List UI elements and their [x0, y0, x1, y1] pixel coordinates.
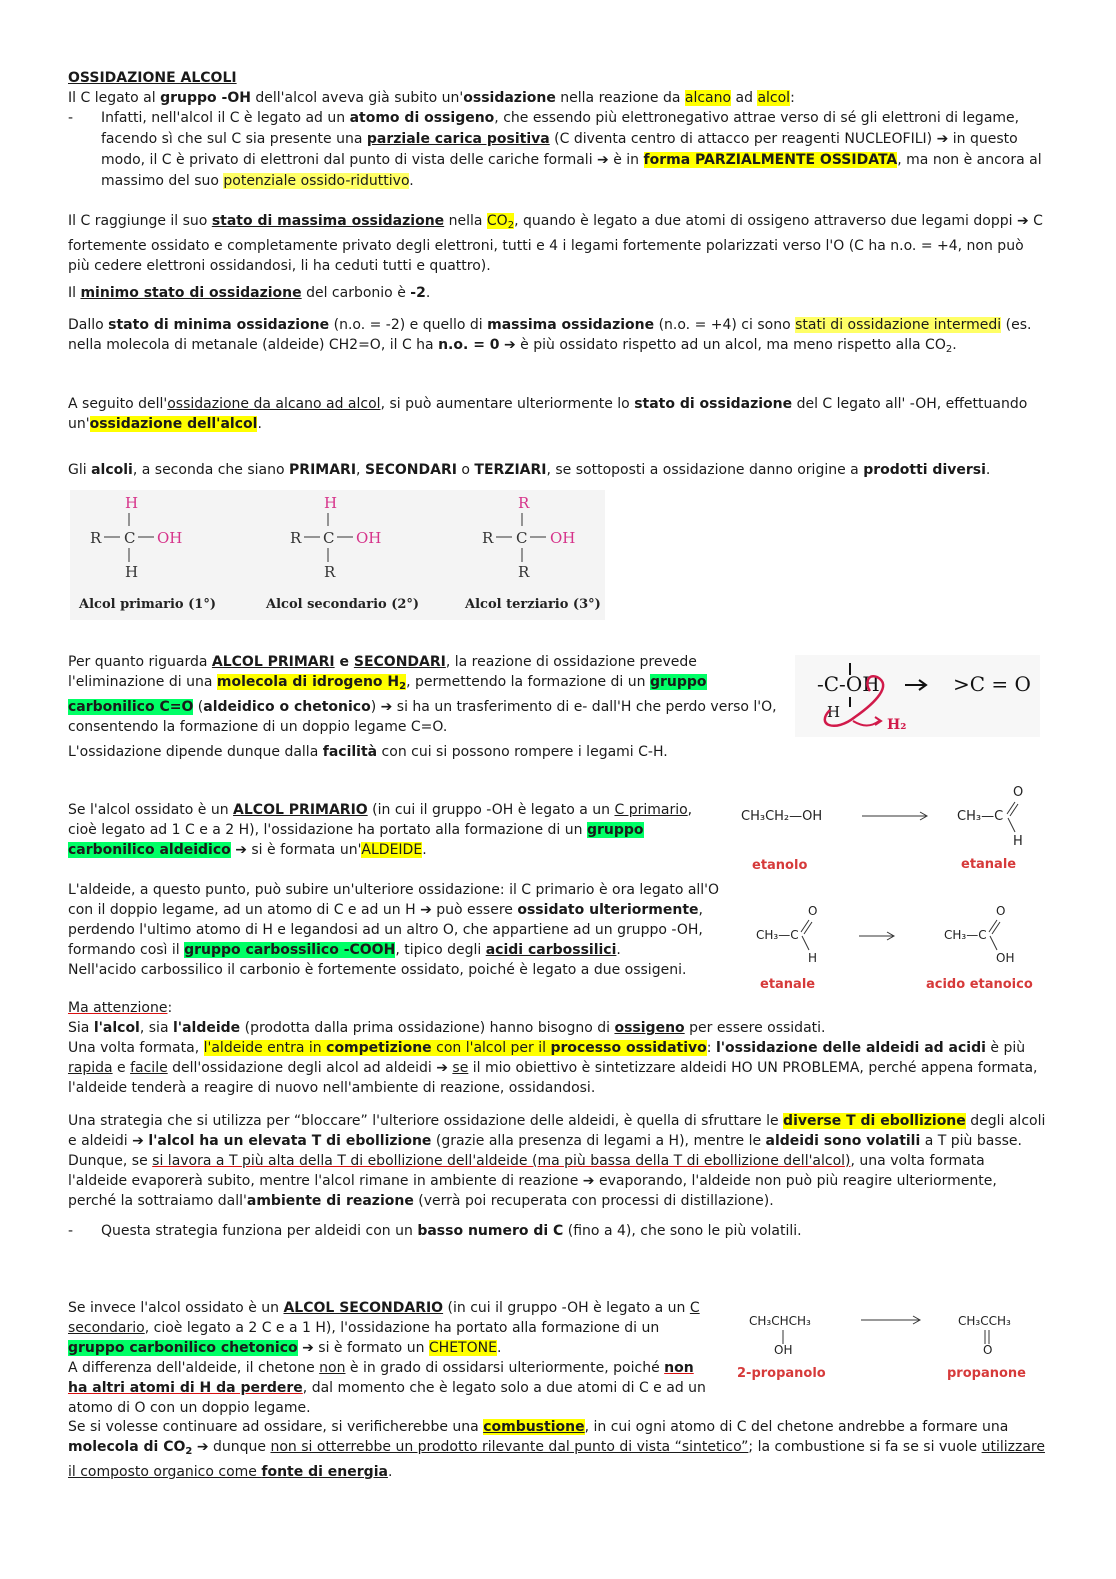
- reaction1-arrow: [860, 810, 930, 822]
- svg-text:H: H: [125, 494, 139, 512]
- etanolo-label: etanolo: [752, 858, 808, 873]
- reaction1-product: CH₃—C: [957, 809, 1004, 824]
- svg-text:R: R: [482, 529, 494, 547]
- reaction3-product: CH₃CCH₃: [958, 1314, 1011, 1328]
- svg-text:OH: OH: [550, 529, 576, 547]
- oxidation-range-paragraph: Dallo stato di minima ossidazione (n.o. = -2) e quello di massima ossidazione (n.o. = +4) ci sono stati di ossidazione intermedi (es. nella molecola di metanale (aldeide) CH2=O, il C ha n.o. = 0 ➔ è più ossidato rispetto ad un alcol, ma meno rispetto alla $CO_2$.: [68, 317, 1032, 355]
- follow-paragraph: A seguito dell'ossidazione da alcano ad alcol, si può aumentare ulteriormente lo stato di ossidazione del C legato all' -OH, effettuando un'ossidazione dell'alcol.: [68, 396, 1028, 432]
- svg-text:R: R: [518, 563, 530, 581]
- svg-text:H: H: [125, 563, 139, 581]
- reaction3-oxygen: O: [983, 1343, 993, 1357]
- secondary-alcohol-label: Alcol secondario (2°): [266, 597, 420, 612]
- types-paragraph: Gli alcoli, a seconda che siano PRIMARI, SECONDARI o TERZIARI, se sottoposti a ossidazione danno origine a prodotti diversi.: [68, 462, 991, 478]
- reaction2-reactant: CH₃—C: [756, 928, 799, 942]
- page-title: OSSIDAZIONE ALCOLI: [68, 70, 237, 86]
- acido-etanoico-label: acido etanoico: [926, 977, 1033, 992]
- svg-text:R: R: [518, 494, 530, 512]
- alcohol-structures-figure: [70, 490, 605, 620]
- reaction3-product-double-bond: [983, 1330, 991, 1344]
- intro-section: [68, 68, 1046, 192]
- reaction1-oxygen: O: [1013, 785, 1024, 800]
- facility-paragraph: L'ossidazione dipende dunque dalla facilità con cui si possono rompere i legami C-H.: [68, 744, 668, 760]
- svg-text:H: H: [827, 703, 841, 721]
- bullet-item: - Infatti, nell'alcol il C è legato ad un atomo di ossigeno, che essendo più elettronegativo attrae verso di sé gli elettroni di legame, facendo sì che sul C sia presente una parziale carica positiva (C diventa centro di attacco per reagenti NUCLEOFILI) ➔ in questo modo, il C è privato di elettroni dal punto di vista delle cariche formali ➔ è in forma PARZIALMENTE OSSIDATA, ma non è ancora al massimo del suo potenziale ossido-riduttivo.: [68, 110, 1042, 189]
- reaction1-bonds: [1005, 800, 1025, 834]
- reaction3-hydroxyl: OH: [774, 1343, 793, 1357]
- primary-alcohol-paragraph: Se l'alcol ossidato è un ALCOL PRIMARIO (in cui il gruppo -OH è legato a un C primario, cioè legato ad 1 C e a 2 H), l'ossidazione ha portato alla formazione di un gruppo carbonilico aldeidico ➔ si è formata un'ALDEIDE.: [68, 802, 693, 858]
- reaction2-product-oxygen: O: [996, 904, 1006, 918]
- etanale-label: etanale: [961, 857, 1017, 872]
- combustion-paragraph: Se si volesse continuare ad ossidare, si verificherebbe una combustione, in cui ogni atomo di C del chetone andrebbe a formare una molecola di $CO_2$ ➔ dunque non si otterrebbe un prodotto rilevante dal punto di vista “sintetico”; la combustione si fa se si vuole utilizzare il composto organico come fonte di energia.: [68, 1419, 1045, 1480]
- svg-text:R: R: [324, 563, 336, 581]
- tertiary-alcohol-label: Alcol terziario (3°): [465, 597, 601, 612]
- svg-text:C: C: [516, 529, 528, 547]
- ketone-paragraph: A differenza dell'aldeide, il chetone non è in grado di ossidarsi ulteriormente, poiché non ha altri atomi di H da perdere, dal momento che è legato solo a due atomi di C e ad un atomo di O con un doppio legame.: [68, 1360, 706, 1416]
- primary-alcohol-label: Alcol primario (1°): [79, 597, 216, 612]
- svg-text:C: C: [323, 529, 335, 547]
- svg-text:OH: OH: [157, 529, 183, 547]
- reaction3-reactant: CH₃CHCH₃: [749, 1314, 811, 1328]
- svg-text:R: R: [90, 529, 102, 547]
- reaction1-hydrogen: H: [1013, 834, 1023, 849]
- reaction2-arrow: [857, 930, 897, 942]
- reaction2-reactant-oxygen: O: [808, 904, 818, 918]
- etanale-label-2: etanale: [760, 977, 816, 992]
- reaction1-reactant: CH₃CH₂—OH: [741, 809, 823, 824]
- warning-paragraph: Ma attenzione: Sia l'alcol, sia l'aldeide (prodotta dalla prima ossidazione) hanno bisogno di ossigeno per essere ossidati. Una volta formata, l'aldeide entra in competizione con l'alcol per il processo ossidativo: l'ossidazione delle aldeidi ad acidi è più rapida e facile dell'ossidazione degli alcol ad aldeidi ➔ se il mio obiettivo è sintetizzare aldeidi HO UN PROBLEMA, perché appena formata, l'aldeide tenderà a reagire di nuovo nell'ambiente di reazione, ossidandosi.: [68, 1000, 1038, 1096]
- min-oxidation-paragraph: Il minimo stato di ossidazione del carbonio è -2.: [68, 285, 431, 301]
- aldehyde-paragraph: L'aldeide, a questo punto, può subire un'ulteriore ossidazione: il C primario è ora legato all'O con il doppio legame, ad un atomo di C e ad un H ➔ può essere ossidato ulteriormente, perdendo l'ultimo atomo di H e legandosi ad un altro O, che appartiene ad un gruppo -OH, formando così il gruppo carbossilico -COOH, tipico degli acidi carbossilici. Nell'acido carbossilico il carbonio è fortemente ossidato, poiché è legato a due ossigeni.: [68, 882, 720, 978]
- reaction2-product: CH₃—C: [944, 928, 987, 942]
- svg-text:C: C: [124, 529, 136, 547]
- svg-text:>C = O: >C = O: [953, 672, 1031, 696]
- svg-text:-C-OH: -C-OH: [817, 672, 880, 696]
- propanone-label: propanone: [947, 1366, 1026, 1381]
- primary-secondary-paragraph: Per quanto riguarda ALCOL PRIMARI e SECONDARI, la reazione di ossidazione prevede l'eliminazione di una molecola di idrogeno $H_2$, permettendo la formazione di un gruppo carbonilico C=O (aldeidico o chetonico) ➔ si ha un trasferimento di e- dall'H che perdo verso l'O, consentendo la formazione di un doppio legame C=O.: [68, 654, 777, 735]
- secondary-alcohol-paragraph: Se invece l'alcol ossidato è un ALCOL SECONDARIO (in cui il gruppo -OH è legato a un C secondario, cioè legato a 2 C e a 1 H), l'ossidazione ha portato alla formazione di un gruppo carbonilico chetonico ➔ si è formato un CHETONE.: [68, 1300, 700, 1356]
- handwritten-oxidation-sketch: [795, 655, 1040, 737]
- reaction2-product-hydroxyl: OH: [996, 951, 1015, 965]
- max-oxidation-paragraph: Il C raggiunge il suo stato di massima ossidazione nella $CO_2$, quando è legato a due atomi di ossigeno attraverso due legami doppi ➔ C fortemente ossidato e completamente privato degli elettroni, tutti e 4 i legami fortemente polarizzati verso l'O (C ha n.o. = +4, non può più cedere elettroni ossidandosi, li ha ceduti tutti e quattro).: [68, 213, 1043, 274]
- 2-propanolo-label: 2-propanolo: [737, 1366, 826, 1381]
- reaction2-reactant-hydrogen: H: [808, 951, 818, 965]
- reaction3-reactant-bond: [780, 1330, 786, 1344]
- strategy-bullet: - Questa strategia funziona per aldeidi con un basso numero di C (fino a 4), che sono le più volatili.: [68, 1223, 802, 1239]
- svg-text:R: R: [290, 529, 302, 547]
- reaction2-product-bonds: [987, 918, 1007, 952]
- strategy-paragraph: Una strategia che si utilizza per “bloccare” l'ulteriore ossidazione delle aldeidi, è quella di sfruttare le diverse T di ebollizione degli alcoli e aldeidi ➔ l'alcol ha un elevata T di ebollizione (grazie alla presenza di legami a H), mentre le aldeidi sono volatili a T più basse. Dunque, se si lavora a T più alta della T di ebollizione dell'aldeide (ma più bassa della T di ebollizione dell'alcol), una volta formata l'aldeide evaporerà subito, mentre l'alcol rimane in ambiente di reazione ➔ evaporando, l'aldeide non può più reagire ulteriormente, perché la sottraiamo dall'ambiente di reazione (verrà poi recuperata con processi di distillazione). - Questa strategia funziona per aldeidi con un basso numero di C (fino a 4), che sono le più volatili.: [68, 1113, 1046, 1239]
- svg-text:H₂: H₂: [887, 717, 907, 733]
- reaction3-arrow: [859, 1314, 923, 1326]
- svg-text:H: H: [324, 494, 338, 512]
- svg-text:OH: OH: [356, 529, 382, 547]
- intro-line: Il C legato al gruppo -OH dell'alcol aveva già subito un'ossidazione nella reazione da alcano ad alcol:: [68, 90, 795, 106]
- reaction2-reactant-bonds: [799, 918, 819, 952]
